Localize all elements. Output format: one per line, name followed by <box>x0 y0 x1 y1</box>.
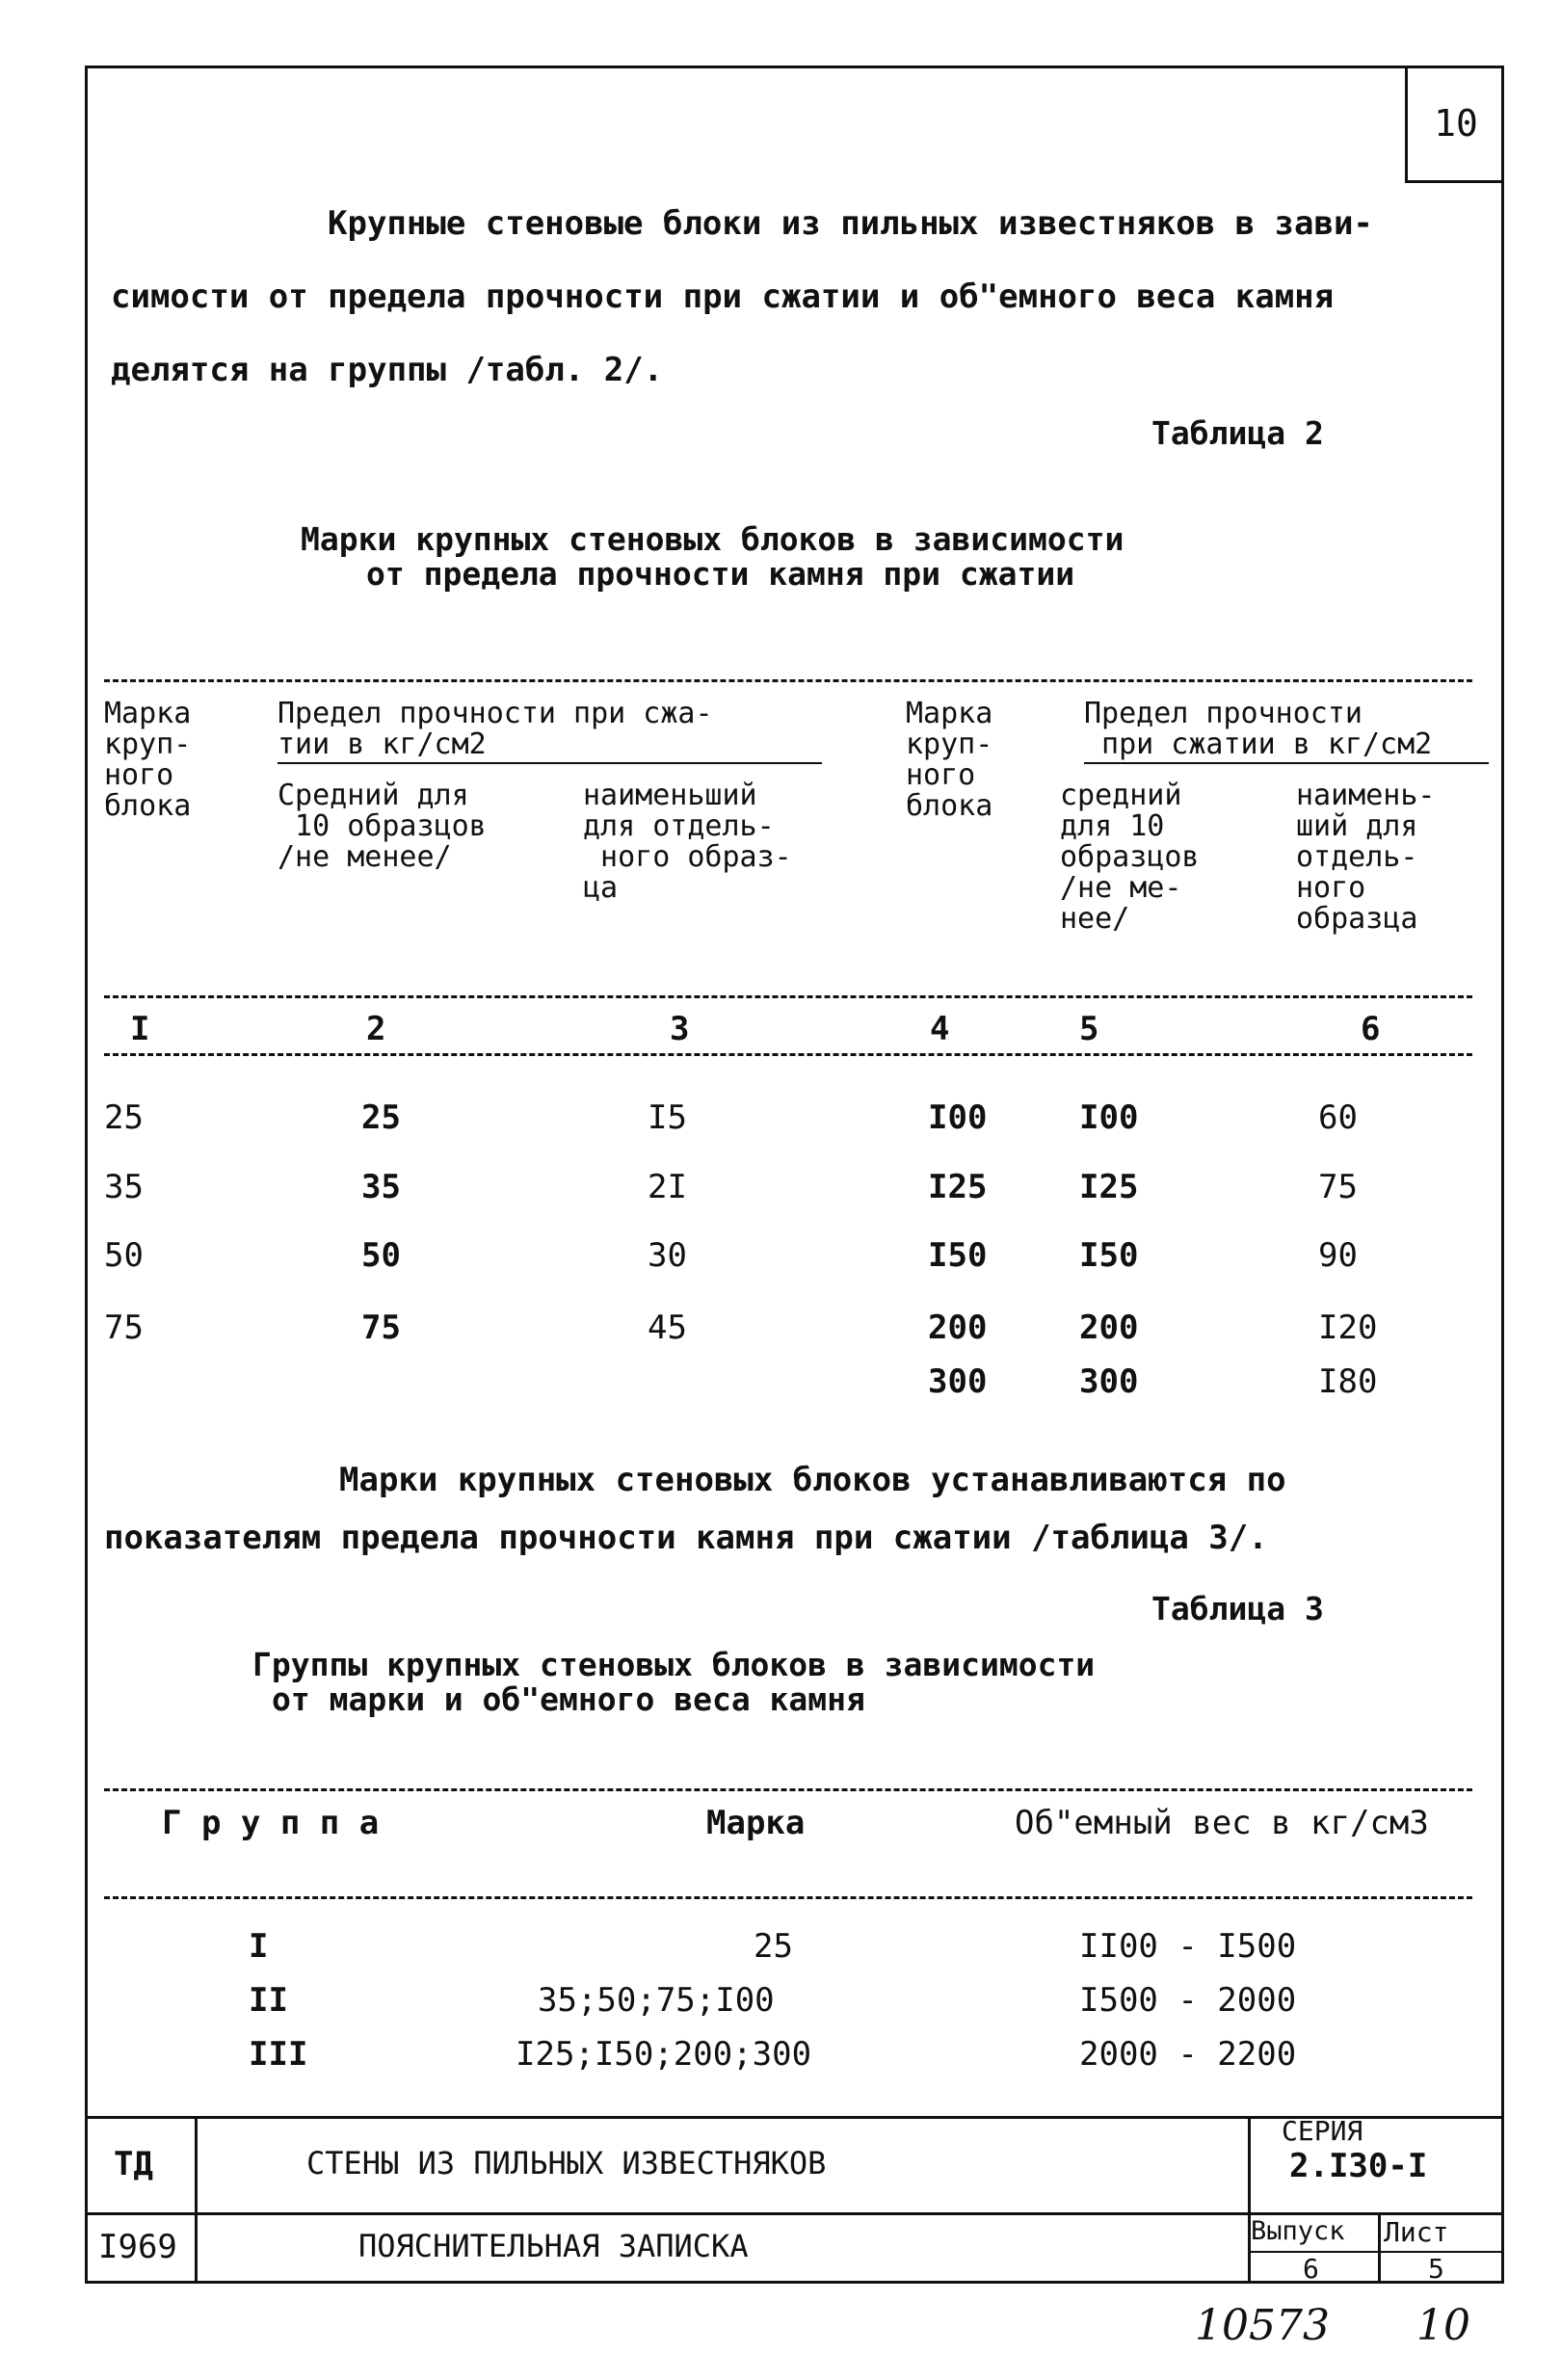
table2-header-col6: наимень- ший для отдель- ного образца <box>1296 779 1436 936</box>
table3-cell: I <box>249 1927 269 1966</box>
mid-text-line-2: показателям предела прочности камня при сжатии /таблица 3/. <box>104 1519 1268 1557</box>
table2-header-rule <box>104 995 1472 998</box>
table2-cell: I50 <box>1079 1236 1139 1275</box>
mid-text-line-1: Марки крупных стеновых блоков устанавливаются по <box>339 1461 1286 1499</box>
table2-cell: I00 <box>1079 1098 1139 1137</box>
title-block-sheet-value: 5 <box>1428 2253 1444 2285</box>
table3-header-rule <box>104 1896 1472 1899</box>
table3-header-mark: Марка <box>706 1804 806 1842</box>
table2-group2-rule <box>1084 762 1489 764</box>
table2-group1-rule <box>278 762 822 764</box>
table2-cell: 90 <box>1318 1236 1358 1275</box>
table3-cell: II <box>249 1981 288 2020</box>
table2-header-col5: средний для 10 образцов /не ме- нее/ <box>1060 779 1200 936</box>
title-block-code: ТД <box>114 2145 153 2183</box>
table2-colnum-2: 2 <box>366 1010 386 1048</box>
table3-header-group: Г р у п п а <box>162 1804 380 1842</box>
table3-cell: I25;I50;200;300 <box>516 2035 812 2074</box>
table2-colnum-3: 3 <box>670 1010 690 1048</box>
table3-header-weight: Об"емный вес в кг/см3 <box>1015 1804 1429 1842</box>
table2-header-group1: Предел прочности при сжа- тии в кг/см2 <box>278 697 713 761</box>
title-block-series-value: 2.I30-I <box>1289 2147 1428 2185</box>
table2-cell: 300 <box>1079 1362 1139 1401</box>
table2-cell: 200 <box>928 1309 988 1347</box>
intro-line-1: Крупные стеновые блоки из пильных известняков в зави- <box>328 204 1373 243</box>
table2-cell: I80 <box>1318 1362 1378 1401</box>
intro-line-2: симости от предела прочности при сжатии и об"емного веса камня <box>111 278 1335 316</box>
table2-cell: I20 <box>1318 1309 1378 1347</box>
title-block-divider-sheet <box>1378 2212 1381 2284</box>
table2-cell: 200 <box>1079 1309 1139 1347</box>
table2-colnum-5: 5 <box>1079 1010 1099 1048</box>
table3-cell: II00 - I500 <box>1079 1927 1297 1966</box>
table2-cell: 75 <box>361 1309 401 1347</box>
table2-cell: 50 <box>361 1236 401 1275</box>
table2-colnum-1: I <box>130 1010 150 1048</box>
title-block-title: СТЕНЫ ИЗ ПИЛЬНЫХ ИЗВЕСТНЯКОВ <box>306 2145 827 2182</box>
title-block-year: I969 <box>98 2228 177 2266</box>
table2-cell: 60 <box>1318 1098 1358 1137</box>
title-block-divider-right <box>1248 2116 1251 2284</box>
table2-cell: 25 <box>361 1098 401 1137</box>
table2-label: Таблица 2 <box>1151 414 1324 452</box>
table2-header-col1: Марка круп- ного блока <box>104 697 192 823</box>
table2-colnum-4: 4 <box>930 1010 950 1048</box>
table3-cell: 2000 - 2200 <box>1079 2035 1297 2074</box>
table2-cell: 75 <box>1318 1168 1358 1206</box>
table2-header-col3: наименьший для отдель- ного образ- ца <box>583 779 792 905</box>
table2-caption-1: Марки крупных стеновых блоков в зависимости <box>301 520 1124 558</box>
title-block-issue-value: 6 <box>1303 2253 1319 2285</box>
page-number: 10 <box>1434 101 1478 145</box>
table2-cell: I00 <box>928 1098 988 1137</box>
table3-caption-2: от марки и об"емного веса камня <box>272 1680 865 1718</box>
table2-cell: I25 <box>928 1168 988 1206</box>
table2-top-rule <box>104 679 1472 682</box>
table2-cell: 75 <box>104 1309 144 1347</box>
table2-cell: 35 <box>104 1168 144 1206</box>
title-block-mid-line <box>85 2212 1504 2215</box>
table3-label: Таблица 3 <box>1151 1590 1324 1627</box>
table2-cell: 300 <box>928 1362 988 1401</box>
table2-numbers-rule <box>104 1053 1472 1056</box>
table3-top-rule <box>104 1788 1472 1791</box>
title-block-series-label: СЕРИЯ <box>1282 2115 1363 2147</box>
table2-cell: I5 <box>648 1098 687 1137</box>
intro-line-3: делятся на группы /табл. 2/. <box>111 351 664 389</box>
table2-header-col4: Марка круп- ного блока <box>906 697 993 823</box>
title-block-divider-left <box>195 2116 198 2284</box>
table2-colnum-6: 6 <box>1361 1010 1381 1048</box>
table2-cell: 35 <box>361 1168 401 1206</box>
handwritten-page: 10 <box>1416 2301 1470 2350</box>
page-number-box <box>1405 66 1504 183</box>
title-block-subtitle: ПОЯСНИТЕЛЬНАЯ ЗАПИСКА <box>358 2228 749 2264</box>
title-block-issue-line <box>1248 2251 1504 2253</box>
table2-cell: 25 <box>104 1098 144 1137</box>
table2-cell: 30 <box>648 1236 687 1275</box>
table2-cell: 50 <box>104 1236 144 1275</box>
table3-cell: III <box>249 2035 308 2074</box>
handwritten-number: 10573 <box>1195 2301 1330 2350</box>
table3-caption-1: Группы крупных стеновых блоков в зависимости <box>252 1646 1096 1683</box>
table2-header-col2: Средний для 10 образцов /не менее/ <box>278 779 487 874</box>
table3-cell: 35;50;75;I00 <box>538 1981 775 2020</box>
table3-cell: I500 - 2000 <box>1079 1981 1297 2020</box>
table2-cell: 2I <box>648 1168 687 1206</box>
table2-cell: I25 <box>1079 1168 1139 1206</box>
title-block-sheet-label: Лист <box>1384 2216 1449 2248</box>
title-block-issue-label: Выпуск <box>1251 2216 1345 2246</box>
table2-caption-2: от предела прочности камня при сжатии <box>366 555 1075 593</box>
table2-cell: 45 <box>648 1309 687 1347</box>
table2-header-group2: Предел прочности при сжатии в кг/см2 <box>1084 697 1433 761</box>
table3-cell: 25 <box>754 1927 793 1966</box>
table2-cell: I50 <box>928 1236 988 1275</box>
